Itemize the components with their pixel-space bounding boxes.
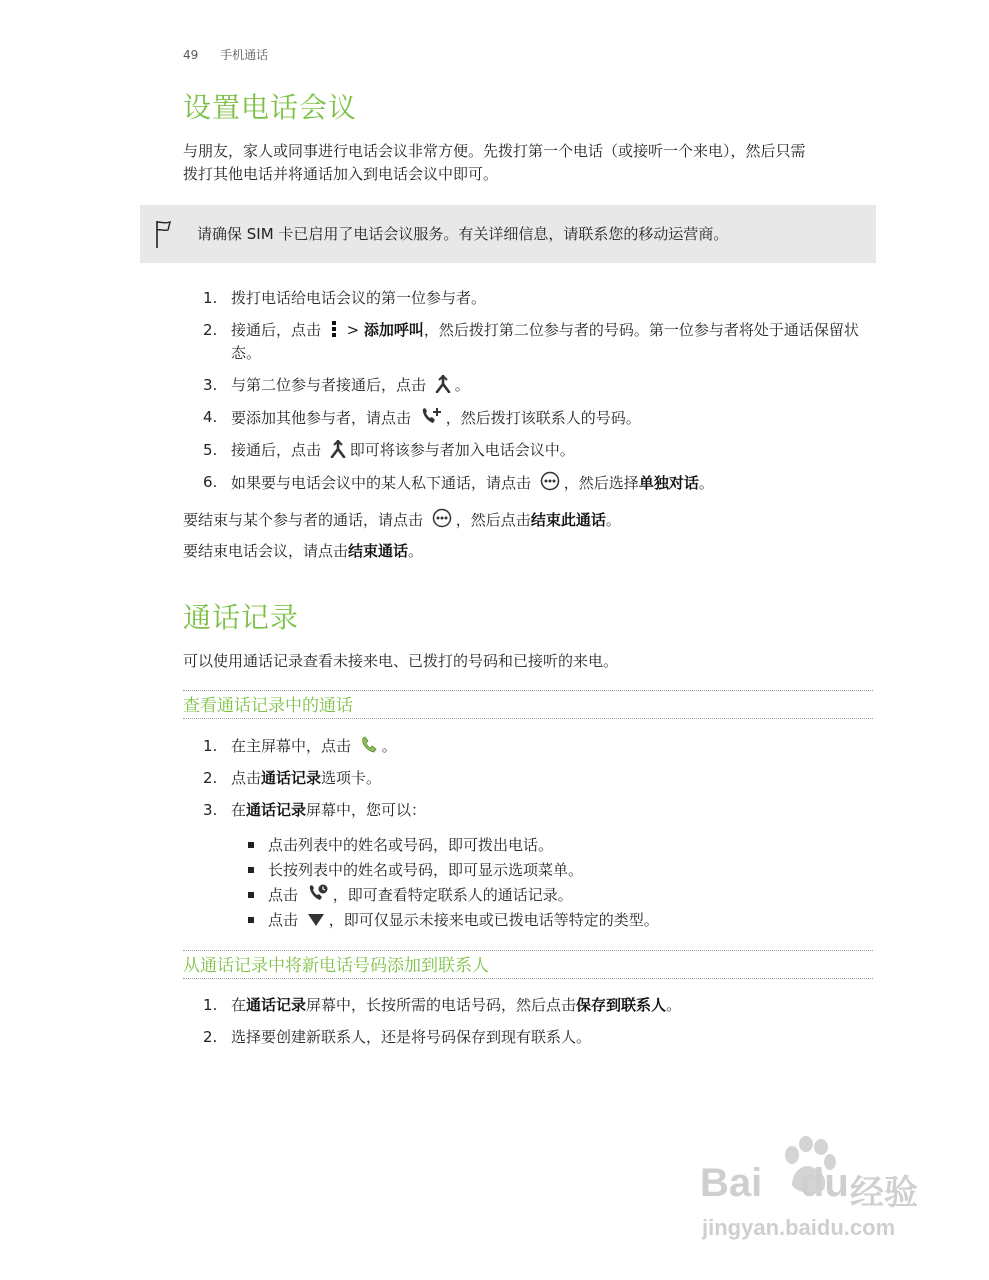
bullet-square	[248, 842, 254, 848]
call-history-intro: 可以使用通话记录查看未接来电、已拨打的号码和已接听的来电。	[183, 652, 619, 670]
step-item	[183, 799, 873, 822]
step-text: 在主屏幕中，点击	[231, 737, 352, 755]
private-call-label: 单独对话	[638, 474, 699, 492]
step-text: 屏幕中，长按所需的电话号码，然后点击	[306, 996, 577, 1014]
end-all-end: 。	[408, 542, 424, 560]
step-text: 即可将该参与者加入电话会议中。	[349, 441, 575, 459]
end-participant-text	[183, 508, 873, 532]
step-number: 1.	[203, 737, 218, 755]
step-text: 。	[454, 376, 470, 394]
merge-call-icon	[330, 440, 346, 458]
flag-icon	[154, 219, 174, 249]
more-circle-icon	[432, 508, 452, 528]
chapter-name: 手机通话	[220, 48, 269, 62]
step-item	[183, 406, 873, 430]
filter-down-triangle-icon	[307, 912, 325, 928]
step-text: 选项卡。	[321, 769, 382, 787]
running-header	[183, 46, 268, 63]
step-number: 5.	[203, 441, 218, 459]
save-to-contacts-label: 保存到联系人	[576, 996, 667, 1014]
step-text: 与第二位参与者接通后，点击	[231, 376, 427, 394]
intro-line-2: 拨打其他电话并将通话加入到电话会议中即可。	[183, 165, 499, 183]
step-text: >	[341, 321, 364, 339]
phone-icon	[360, 736, 378, 754]
end-one-pre: 要结束与某个参与者的通话，请点击	[183, 511, 424, 529]
step-number: 2.	[203, 1028, 218, 1046]
section-title-conference: 设置电话会议	[183, 91, 358, 124]
step-text: 。	[666, 996, 682, 1014]
bullet-item	[246, 883, 659, 908]
bullet-text: 长按列表中的姓名或号码，即可显示选项菜单。	[268, 861, 584, 879]
step-item	[183, 287, 873, 310]
step-text: 在	[231, 801, 247, 819]
section-title-call-history: 通话记录	[183, 601, 300, 634]
end-one-end: 。	[605, 511, 621, 529]
watermark-brand-2: du	[800, 1161, 849, 1205]
more-circle-icon	[540, 471, 560, 491]
bullet-text: ，即可仅显示未接来电或已拨电话等特定的类型。	[328, 911, 659, 929]
step-text: ，然后拨打第二位参与者的号码。第一位参与者将处于通话保留状态。	[231, 321, 859, 362]
call-history-screen-label: 通话记录	[246, 996, 307, 1014]
step-text: 拨打电话给电话会议的第一位参与者。	[231, 289, 487, 307]
step-item	[183, 994, 873, 1017]
bullet-item	[246, 858, 659, 883]
end-one-mid: ，然后点击	[455, 511, 531, 529]
step-text: 要添加其他参与者，请点击	[231, 409, 412, 427]
step-number: 1.	[203, 996, 218, 1014]
note-box	[140, 205, 876, 263]
note-text: 请确保 SIM 卡已启用了电话会议服务。有关详细信息，请联系您的移动运营商。	[197, 225, 729, 243]
step-text: 屏幕中，您可以：	[306, 801, 427, 819]
step-text: 。	[698, 474, 714, 492]
end-all-pre: 要结束电话会议，请点击	[183, 542, 349, 560]
history-options	[246, 833, 659, 933]
step-text: 接通后，点击	[231, 441, 322, 459]
bullet-text: 点击列表中的姓名或号码，即可拨出电话。	[268, 836, 554, 854]
subheading-view-history: 查看通话记录中的通话	[183, 690, 873, 719]
bullet-item	[246, 833, 659, 858]
step-number: 4.	[203, 408, 218, 426]
step-text: 接通后，点击	[231, 321, 322, 339]
call-history-screen-label: 通话记录	[246, 801, 307, 819]
merge-call-icon	[435, 375, 451, 393]
step-item	[183, 471, 873, 495]
conference-steps	[183, 287, 873, 495]
bullet-text: 点击	[268, 886, 299, 904]
step-item	[183, 374, 873, 397]
step-text: 。	[381, 737, 397, 755]
step-item	[183, 735, 873, 758]
bullet-square	[248, 892, 254, 898]
step-text: 点击	[231, 769, 262, 787]
step-number: 3.	[203, 801, 218, 819]
add-participant-icon	[420, 406, 442, 426]
add-call-label: 添加呼叫	[363, 321, 424, 339]
contact-call-history-icon	[307, 883, 329, 903]
step-item	[183, 767, 873, 790]
step-number: 2.	[203, 321, 218, 339]
bullet-text: 点击	[268, 911, 299, 929]
step-text: ，然后拨打该联系人的号码。	[445, 409, 641, 427]
end-conference-text	[183, 540, 873, 563]
bullet-square	[248, 867, 254, 873]
page-number: 49	[183, 48, 199, 62]
menu-more-icon	[330, 320, 338, 338]
step-number: 2.	[203, 769, 218, 787]
step-number: 3.	[203, 376, 218, 394]
intro-line-1: 与朋友，家人或同事进行电话会议非常方便。先拨打第一个电话（或接听一个来电），然后只需	[183, 142, 806, 160]
step-number: 1.	[203, 289, 218, 307]
step-item	[183, 439, 873, 462]
bullet-square	[248, 917, 254, 923]
watermark-brand: Bai	[700, 1161, 763, 1205]
watermark-brand-cn: 经验	[850, 1174, 918, 1212]
step-item	[183, 319, 873, 365]
call-history-tab-label: 通话记录	[261, 769, 322, 787]
step-text: 在	[231, 996, 247, 1014]
save-number-steps	[183, 994, 873, 1049]
baidu-watermark	[700, 1135, 940, 1245]
end-this-call-label: 结束此通话	[530, 511, 606, 529]
bullet-text: ，即可查看特定联系人的通话记录。	[332, 886, 573, 904]
step-text: ，然后选择	[563, 474, 639, 492]
step-item	[183, 1026, 873, 1049]
conference-intro	[183, 140, 873, 186]
step-number: 6.	[203, 473, 218, 491]
subheading-save-number: 从通话记录中将新电话号码添加到联系人	[183, 950, 873, 979]
end-call-label: 结束通话	[348, 542, 409, 560]
step-text: 如果要与电话会议中的某人私下通话，请点击	[231, 474, 532, 492]
bullet-item	[246, 908, 659, 933]
step-text: 选择要创建新联系人，还是将号码保存到现有联系人。	[231, 1028, 592, 1046]
history-steps	[183, 735, 873, 822]
watermark-url: jingyan.baidu.com	[702, 1215, 896, 1240]
